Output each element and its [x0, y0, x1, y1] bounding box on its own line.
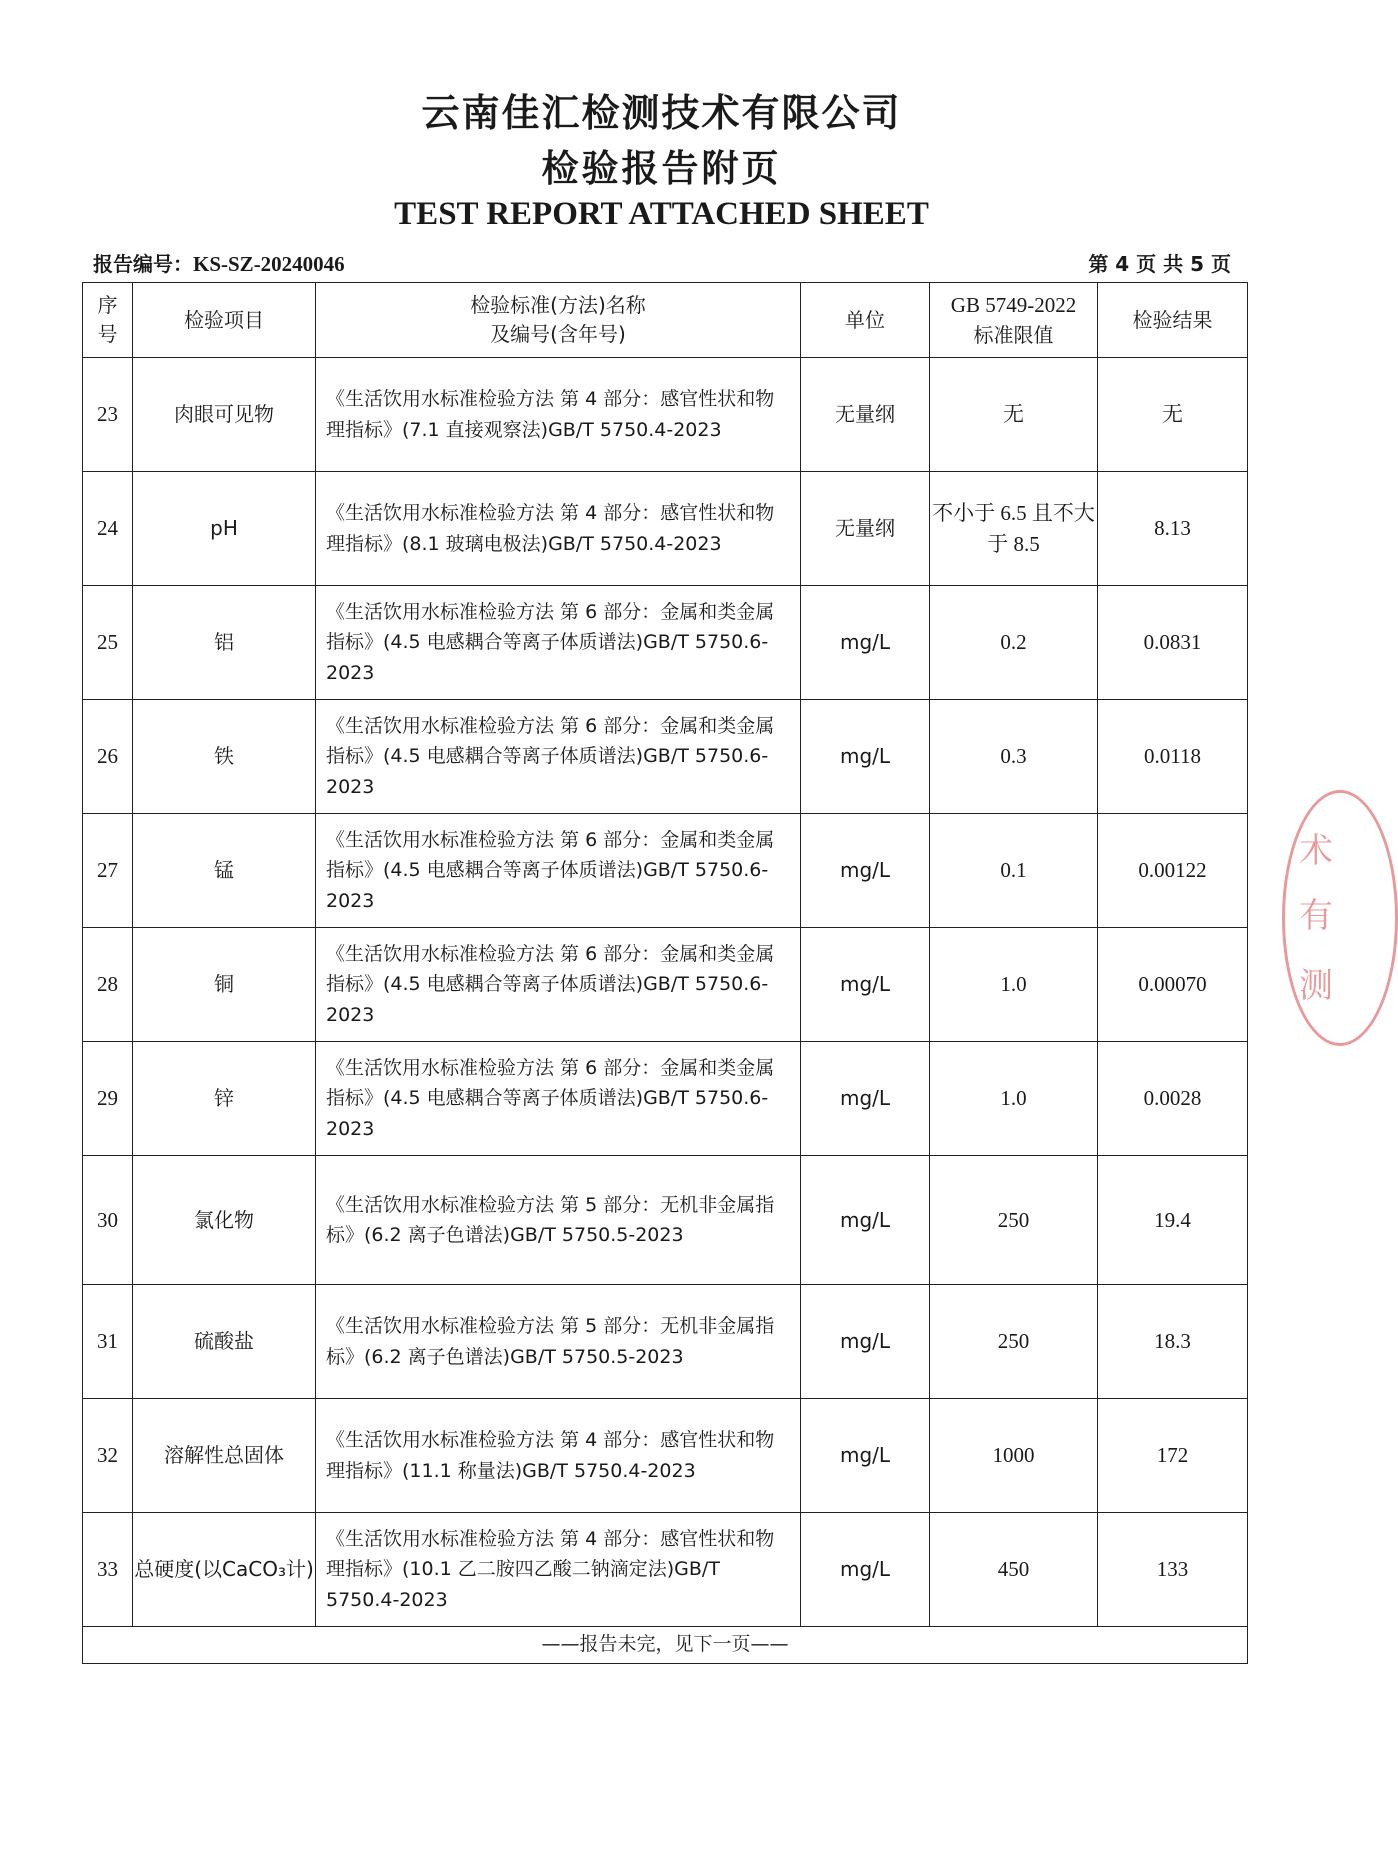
english-title: TEST REPORT ATTACHED SHEET	[394, 196, 929, 232]
standard-limit: 0.1	[930, 814, 1098, 928]
table-footer-row	[83, 1627, 1248, 1664]
row-number: 28	[83, 928, 133, 1042]
col-header-limit: GB 5749-2022 标准限值	[930, 283, 1098, 358]
table-row	[83, 1399, 1248, 1513]
unit: mg/L	[801, 1513, 930, 1627]
test-result: 0.0118	[1098, 700, 1248, 814]
table-row	[83, 814, 1248, 928]
table-row	[83, 1285, 1248, 1399]
unit: mg/L	[801, 700, 930, 814]
test-item: 锰	[133, 814, 316, 928]
row-number: 30	[83, 1156, 133, 1285]
test-result: 172	[1098, 1399, 1248, 1513]
test-method: 《生活饮用水标准检验方法 第 6 部分：金属和类金属指标》(4.5 电感耦合等离子体质谱法)GB/T 5750.6-2023	[316, 700, 801, 814]
test-method: 《生活饮用水标准检验方法 第 6 部分：金属和类金属指标》(4.5 电感耦合等离子体质谱法)GB/T 5750.6-2023	[316, 814, 801, 928]
row-number: 27	[83, 814, 133, 928]
standard-limit: 1000	[930, 1399, 1098, 1513]
report-subtitle: 检验报告附页	[541, 147, 782, 190]
standard-limit: 250	[930, 1156, 1098, 1285]
test-method: 《生活饮用水标准检验方法 第 5 部分：无机非金属指标》(6.2 离子色谱法)GB/T 5750.5-2023	[316, 1285, 801, 1399]
test-result: 19.4	[1098, 1156, 1248, 1285]
table-header-row	[83, 283, 1248, 358]
test-result: 8.13	[1098, 472, 1248, 586]
unit: mg/L	[801, 1042, 930, 1156]
test-method: 《生活饮用水标准检验方法 第 4 部分：感官性状和物理指标》(7.1 直接观察法)GB/T 5750.4-2023	[316, 358, 801, 472]
table-row	[83, 700, 1248, 814]
test-method: 《生活饮用水标准检验方法 第 4 部分：感官性状和物理指标》(10.1 乙二胺四乙酸二钠滴定法)GB/T 5750.4-2023	[316, 1513, 801, 1627]
test-item: pH	[133, 472, 316, 586]
test-result: 0.0028	[1098, 1042, 1248, 1156]
row-number: 32	[83, 1399, 133, 1513]
unit: 无量纲	[801, 358, 930, 472]
col-header-item: 检验项目	[133, 283, 316, 358]
row-number: 29	[83, 1042, 133, 1156]
test-result: 0.0831	[1098, 586, 1248, 700]
test-method: 《生活饮用水标准检验方法 第 6 部分：金属和类金属指标》(4.5 电感耦合等离子体质谱法)GB/T 5750.6-2023	[316, 1042, 801, 1156]
row-number: 33	[83, 1513, 133, 1627]
table-row	[83, 1042, 1248, 1156]
standard-limit: 1.0	[930, 1042, 1098, 1156]
unit: 无量纲	[801, 472, 930, 586]
test-result: 0.00122	[1098, 814, 1248, 928]
unit: mg/L	[801, 814, 930, 928]
test-item: 肉眼可见物	[133, 358, 316, 472]
test-method: 《生活饮用水标准检验方法 第 6 部分：金属和类金属指标》(4.5 电感耦合等离子体质谱法)GB/T 5750.6-2023	[316, 928, 801, 1042]
standard-limit: 无	[930, 358, 1098, 472]
results-table	[82, 282, 1248, 1664]
test-item: 铝	[133, 586, 316, 700]
unit: mg/L	[801, 928, 930, 1042]
standard-limit: 不小于 6.5 且不大于 8.5	[930, 472, 1098, 586]
test-method: 《生活饮用水标准检验方法 第 4 部分：感官性状和物理指标》(8.1 玻璃电极法)GB/T 5750.4-2023	[316, 472, 801, 586]
test-result: 0.00070	[1098, 928, 1248, 1042]
row-number: 23	[83, 358, 133, 472]
test-method: 《生活饮用水标准检验方法 第 6 部分：金属和类金属指标》(4.5 电感耦合等离子体质谱法)GB/T 5750.6-2023	[316, 586, 801, 700]
test-item: 硫酸盐	[133, 1285, 316, 1399]
col-header-unit: 单位	[801, 283, 930, 358]
standard-limit: 250	[930, 1285, 1098, 1399]
continuation-note: ——报告未完，见下一页——	[83, 1627, 1248, 1664]
report-number-value: KS-SZ-20240046	[193, 252, 345, 276]
row-number: 26	[83, 700, 133, 814]
company-name: 云南佳汇检测技术有限公司	[421, 91, 902, 135]
row-number: 25	[83, 586, 133, 700]
company-seal-stamp: 术 有 测	[1282, 790, 1398, 1046]
unit: mg/L	[801, 1285, 930, 1399]
test-item: 铁	[133, 700, 316, 814]
col-header-method: 检验标准(方法)名称 及编号(含年号)	[316, 283, 801, 358]
test-item: 锌	[133, 1042, 316, 1156]
standard-limit: 450	[930, 1513, 1098, 1627]
standard-limit: 0.3	[930, 700, 1098, 814]
table-row	[83, 586, 1248, 700]
test-item: 铜	[133, 928, 316, 1042]
test-result: 18.3	[1098, 1285, 1248, 1399]
unit: mg/L	[801, 1156, 930, 1285]
report-number	[93, 248, 345, 277]
table-row	[83, 1156, 1248, 1285]
col-header-result: 检验结果	[1098, 283, 1248, 358]
page-indicator: 第 4 页 共 5 页	[1088, 252, 1231, 276]
col-header-seq: 序 号	[83, 283, 133, 358]
test-method: 《生活饮用水标准检验方法 第 5 部分：无机非金属指标》(6.2 离子色谱法)GB/T 5750.5-2023	[316, 1156, 801, 1285]
test-item: 溶解性总固体	[133, 1399, 316, 1513]
test-result: 无	[1098, 358, 1248, 472]
test-item: 氯化物	[133, 1156, 316, 1285]
table-row	[83, 358, 1248, 472]
row-number: 24	[83, 472, 133, 586]
row-number: 31	[83, 1285, 133, 1399]
standard-limit: 0.2	[930, 586, 1098, 700]
table-row	[83, 1513, 1248, 1627]
test-method: 《生活饮用水标准检验方法 第 4 部分：感官性状和物理指标》(11.1 称量法)GB/T 5750.4-2023	[316, 1399, 801, 1513]
test-item: 总硬度(以CaCO₃计)	[133, 1513, 316, 1627]
test-result: 133	[1098, 1513, 1248, 1627]
unit: mg/L	[801, 1399, 930, 1513]
standard-limit: 1.0	[930, 928, 1098, 1042]
unit: mg/L	[801, 586, 930, 700]
report-number-label: 报告编号：	[93, 252, 193, 276]
table-row	[83, 928, 1248, 1042]
table-row	[83, 472, 1248, 586]
